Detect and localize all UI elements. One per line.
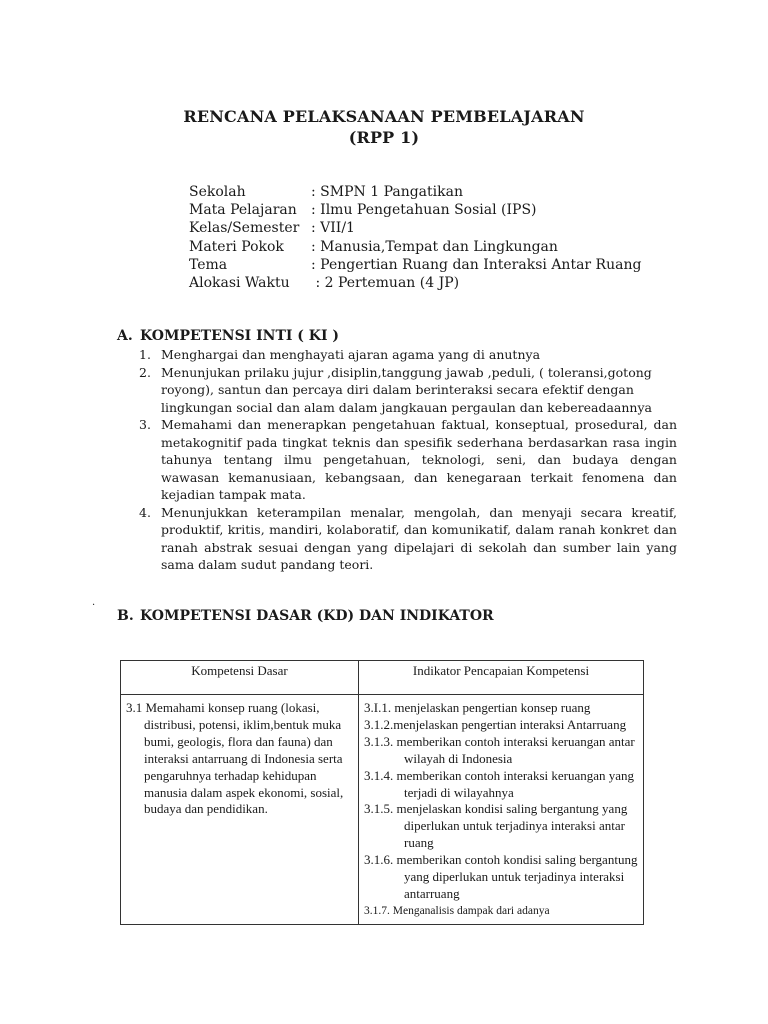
indicator-item: 3.I.1. menjelaskan pengertian konsep ruang: [364, 700, 591, 715]
indicator-item: 3.1.6. memberikan contoh kondisi saling bergantung yang diperlukan untuk terjadinya interaksi antarruang: [364, 852, 638, 901]
identity-label: Alokasi Waktu: [189, 274, 290, 291]
document-subtitle: (RPP 1): [348, 128, 420, 147]
identity-value: : VII/1: [311, 220, 355, 237]
ki-number: 1.: [139, 347, 151, 362]
indicator-item: 3.1.2.menjelaskan pengertian interaksi Antarruang: [364, 716, 627, 732]
indicator-number: 3.1.7.: [364, 904, 390, 917]
kd-indicator-table: [120, 660, 644, 925]
ki-item: [139, 416, 677, 504]
section-letter: A.: [117, 328, 133, 344]
ki-text: Menunjukan prilaku jujur ,disiplin,tanggung jawab ,peduli, ( toleransi,gotong royong), santun dan percaya diri dalam berinteraksi secara efektif dengan lingkungan social dan alam dalam jangkauan pergaulan dan kebereadaannya: [161, 364, 652, 415]
identity-label: Sekolah: [189, 184, 246, 200]
ki-number: 4.: [139, 504, 151, 520]
table-header-indicator: Indikator Pencapaian Kompetensi: [359, 661, 644, 695]
identity-label: Materi Pokok: [189, 238, 284, 255]
identity-row: [189, 183, 641, 201]
identity-value: : Pengertian Ruang dan Interaksi Antar Ruang: [311, 256, 642, 273]
ki-item: [139, 364, 677, 417]
ki-number: 2.: [139, 364, 151, 380]
identity-row: [189, 219, 641, 237]
kd-text: 3.1 Memahami konsep ruang (lokasi, distribusi, potensi, iklim,bentuk muka bumi, geologis, flora dan fauna) dan interaksi antarruang di Indonesia serta pengaruhnya terhadap kehidupan manusia dalam aspek ekonomi, sosial, budaya dan pendidikan.: [126, 700, 344, 817]
stray-dot: .: [92, 597, 96, 608]
indicator-text: Menganalisis dampak dari adanya: [389, 904, 550, 917]
table-header-row: [121, 661, 644, 695]
ki-text: Menghargai dan menghayati ajaran agama yang di anutnya: [161, 347, 541, 362]
identity-row: [189, 201, 641, 219]
kd-cell: [121, 695, 359, 925]
identity-row: [189, 256, 641, 274]
identity-value: : 2 Pertemuan (4 JP): [311, 274, 460, 291]
identity-label: Tema: [189, 256, 228, 273]
indicator-item-last: [364, 903, 639, 920]
document-title: RENCANA PELAKSANAAN PEMBELAJARAN: [183, 107, 585, 126]
section-letter: B.: [117, 608, 134, 624]
identity-row: [189, 238, 641, 256]
identity-label: Mata Pelajaran: [189, 202, 297, 219]
indicator-item: 3.1.4. memberikan contoh interaksi keruangan yang terjadi di wilayahnya: [364, 767, 635, 800]
identity-value: : Ilmu Pengetahuan Sosial (IPS): [311, 202, 537, 219]
table-row: [121, 695, 644, 925]
identity-row: [189, 274, 641, 292]
indicator-cell: [359, 695, 644, 925]
section-title: KOMPETENSI DASAR (KD) DAN INDIKATOR: [140, 608, 494, 624]
ki-item: [139, 346, 677, 364]
ki-item: [139, 504, 677, 574]
section-title: KOMPETENSI INTI ( KI ): [140, 328, 340, 344]
identity-value: : SMPN 1 Pangatikan: [311, 184, 463, 200]
ki-list: [139, 346, 677, 574]
indicator-item: 3.1.3. memberikan contoh interaksi keruangan antar wilayah di Indonesia: [364, 733, 635, 766]
section-heading-ki: [117, 328, 339, 344]
identity-value: : Manusia,Tempat dan Lingkungan: [311, 238, 558, 255]
ki-text: Memahami dan menerapkan pengetahuan faktual, konseptual, prosedural, dan metakognitif pada tingkat teknis dan spesifik sederhana berdasarkan rasa ingin tahunya tentang ilmu pengetahuan, teknologi, seni, dan budaya dengan wawasan kemanusiaan, kebangsaan, dan kenegaraan terkait fenomena dan kejadian tampak mata.: [161, 417, 677, 502]
identity-label: Kelas/Semester: [189, 220, 300, 237]
table-header-kd: Kompetensi Dasar: [121, 661, 359, 695]
ki-number: 3.: [139, 417, 151, 432]
indicator-item: 3.1.5. menjelaskan kondisi saling bergantung yang diperlukan untuk terjadinya interaksi antar ruang: [364, 801, 628, 851]
section-heading-kd: [117, 608, 494, 624]
identity-block: [189, 183, 641, 292]
ki-text: Menunjukkan keterampilan menalar, mengolah, dan menyaji secara kreatif, produktif, kritis, mandiri, kolaboratif, dan komunikatif, dalam ranah konkret dan ranah abstrak sesuai dengan yang dipelajari di sekolah dan sumber lain yang sama dalam sudut pandang teori.: [161, 504, 677, 572]
